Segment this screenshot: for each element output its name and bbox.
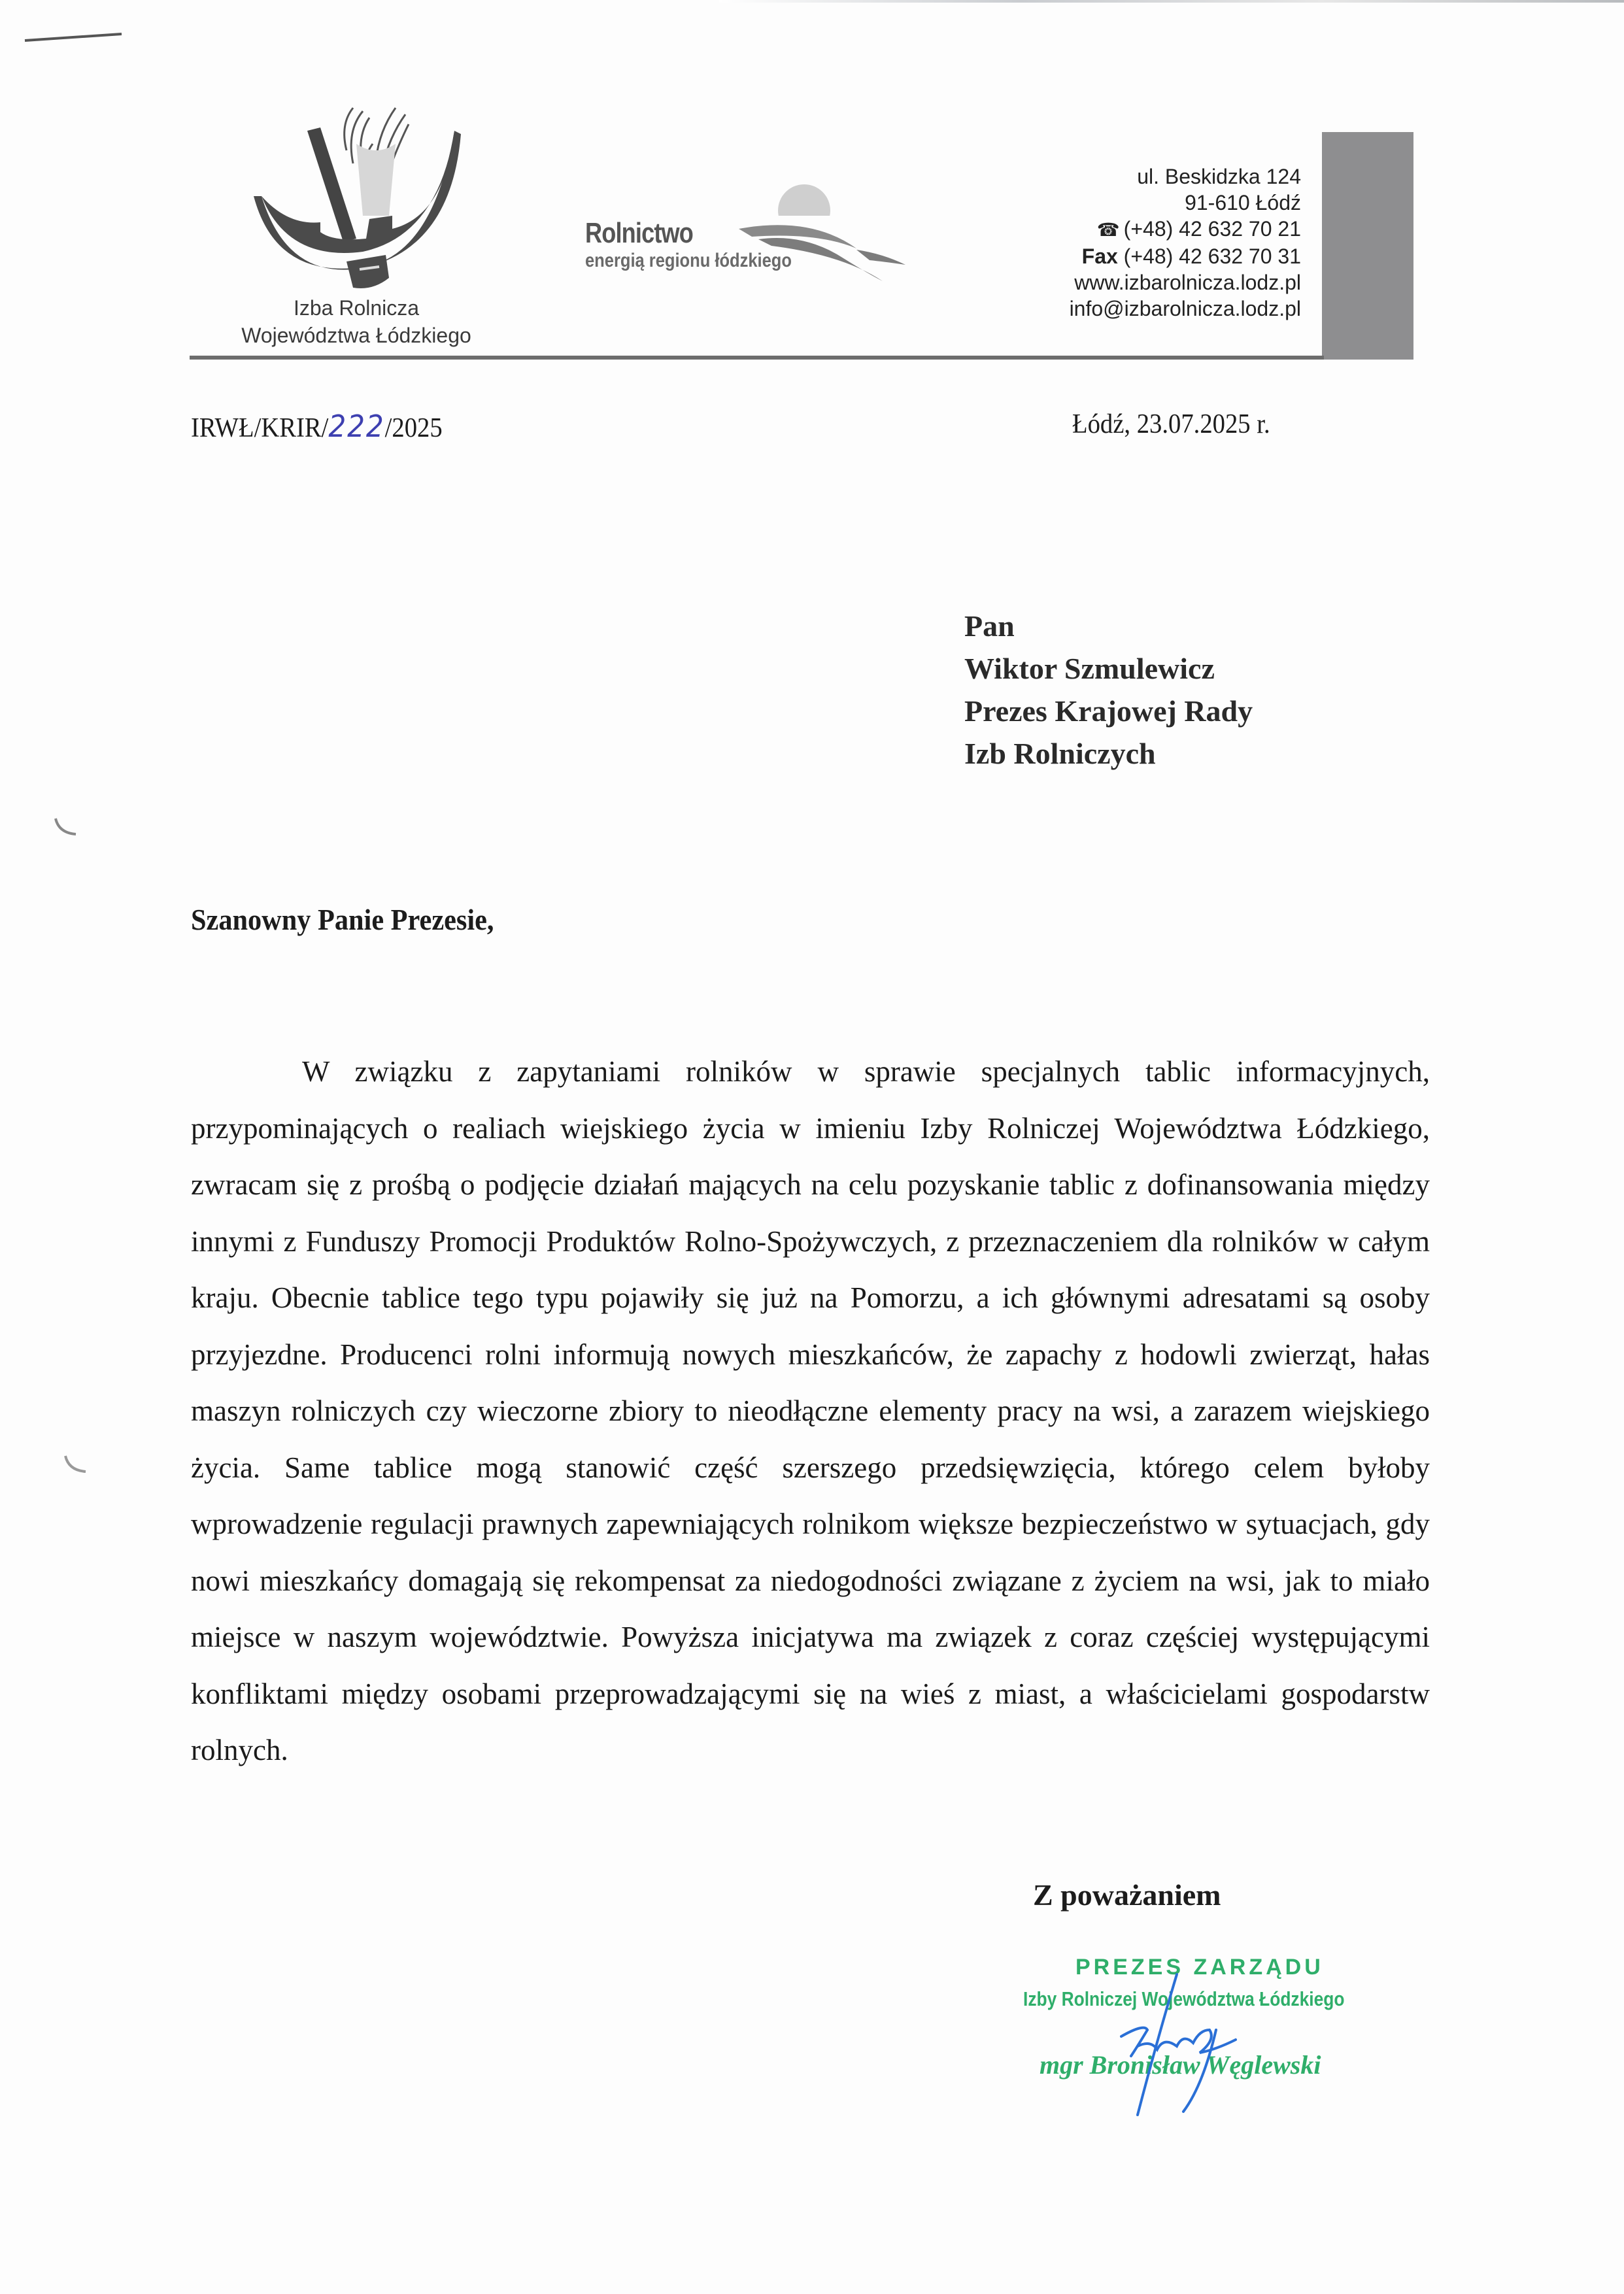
fax-label: Fax: [1081, 245, 1118, 268]
fax-number: (+48) 42 632 70 31: [1123, 245, 1301, 268]
reference-suffix: /2025: [384, 413, 443, 443]
handwritten-signature: [1085, 1968, 1281, 2118]
reference-prefix: IRWŁ/KRIR/: [191, 413, 329, 443]
scan-artifact-mark: [52, 817, 78, 837]
addressee-block: [964, 605, 1253, 775]
izba-rolnicza-logo: [248, 105, 464, 294]
contact-block: [928, 163, 1301, 322]
scan-edge: [719, 0, 1624, 3]
addressee-line: Izb Rolniczych: [964, 737, 1156, 770]
letter-date: Łódź, 23.07.2025 r.: [1072, 409, 1270, 439]
salutation: Szanowny Panie Prezesie,: [191, 903, 494, 936]
street-address: ul. Beskidzka 124: [1137, 165, 1301, 188]
addressee-line: Prezes Krajowej Rady: [964, 694, 1253, 728]
organization-name: [196, 294, 516, 349]
stamp-name: mgr Bronisław Węglewski: [1040, 2050, 1321, 2080]
program-logo-subtitle: energią regionu łódzkiego: [585, 250, 792, 271]
organization-name-line2: Województwa Łódzkiego: [241, 324, 471, 347]
letter-body: [191, 1043, 1430, 1779]
fax-line: [928, 243, 1301, 269]
header-divider: [190, 356, 1324, 360]
handwritten-reference-number: 222: [328, 409, 385, 444]
reference-number: [191, 409, 443, 444]
stamp-title: PREZES ZARZĄDU: [1075, 1955, 1324, 1980]
program-logo-title: Rolnictwo: [585, 217, 693, 249]
website-link[interactable]: www.izbarolnicza.lodz.pl: [1074, 271, 1301, 294]
organization-name-line1: Izba Rolnicza: [293, 296, 420, 320]
addressee-line: Wiktor Szmulewicz: [964, 652, 1215, 685]
header-accent-bar: [1322, 132, 1413, 360]
email-link[interactable]: info@izbarolnicza.lodz.pl: [1069, 297, 1301, 320]
body-paragraph: W związku z zapytaniami rolników w sprawie specjalnych tablic informacyjnych, przypominających o realiach wiejskiego życia w imieniu Izby Rolniczej Województwa Łódzkiego, zwracam się z prośbą o podjęcie działań mających na celu pozyskanie tablic z dofinansowania między innymi z Funduszy Promocji Produktów Rolno-Spożywczych, z przeznaczeniem dla rolników w całym kraju. Obecnie tablice tego typu pojawiły się już na Pomorzu, a ich głównymi adresatami są osoby przyjezdne. Producenci rolni informują nowych mieszkańców, że zapachy z hodowli zwierząt, hałas maszyn rolniczych czy wieczorne zbiory to nieodłączne elementy pracy na wsi, a zarazem wiejskiego życia. Same tablice mogą stanowić część szerszego przedsięwzięcia, którego celem byłoby wprowadzenie regulacji prawnych zapewniających rolnikom większe bezpieczeństwo w sytuacjach, gdy nowi mieszkańcy domagają się rekompensat za niedogodności związane z życiem na wsi, jak to miało miejsce w naszym województwie. Powyższa inicjatywa ma związek z coraz częściej występującymi konfliktami między osobami przeprowadzającymi się na wieś z miast, a właścicielami gospodarstw rolnych.: [191, 1055, 1430, 1766]
phone-line: [928, 216, 1301, 243]
scan-artifact-mark: [24, 33, 128, 42]
scan-artifact-mark: [62, 1455, 88, 1474]
stamp-organization: Izby Rolniczej Województwa Łódzkiego: [1023, 1987, 1345, 2010]
addressee-line: Pan: [964, 609, 1015, 643]
city-address: 91-610 Łódź: [1185, 191, 1301, 214]
closing: Z poważaniem: [1033, 1878, 1221, 1912]
telephone-icon: ☎: [1096, 220, 1120, 240]
phone-number: (+48) 42 632 70 21: [1123, 217, 1301, 241]
